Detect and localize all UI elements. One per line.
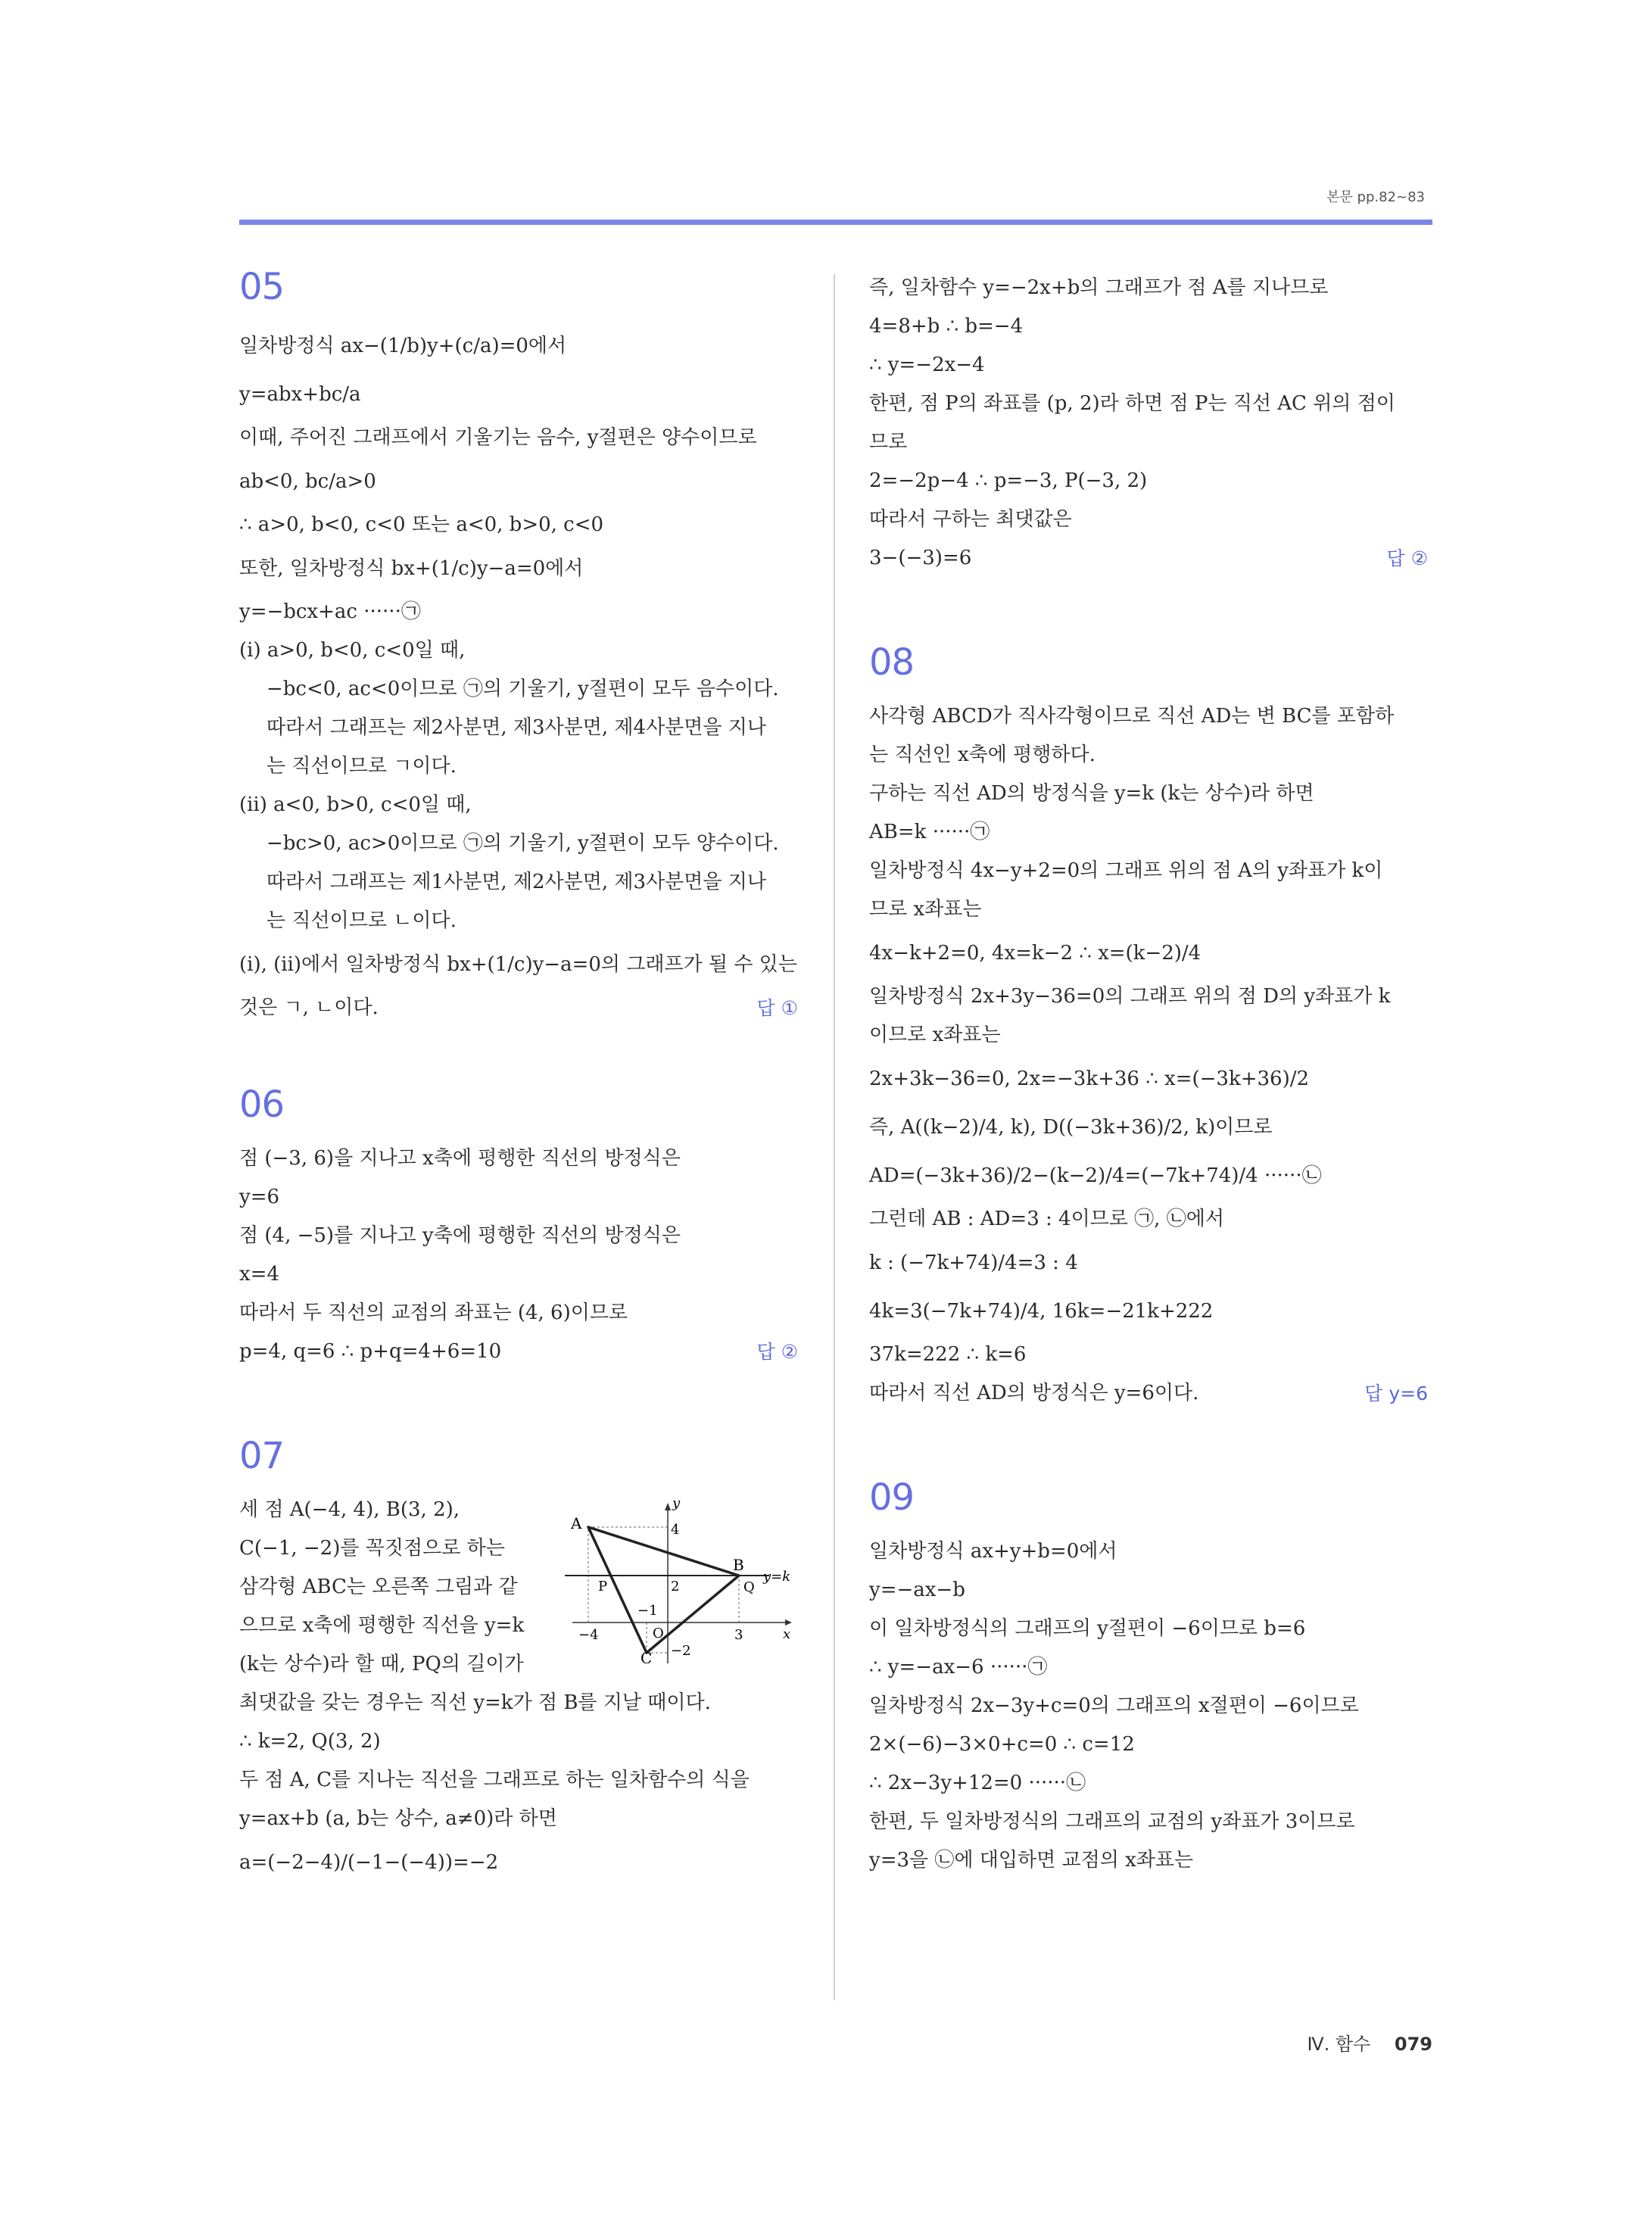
solution-line: 37k=222 ∴ k=6 bbox=[869, 1343, 1027, 1366]
solution-line bbox=[869, 539, 1428, 578]
point-label-p: P bbox=[598, 1579, 608, 1594]
tick-label: 3 bbox=[734, 1627, 743, 1643]
solution-line: 일차방정식 2x−3y+c=0의 그래프의 x절편이 −6이므로 bbox=[869, 1694, 1359, 1717]
answer-label: 답 y=6 bbox=[1364, 1382, 1428, 1404]
header-rule bbox=[239, 220, 1432, 225]
solution-line: 2x+3k−36=0, 2x=−3k+36 ∴ x=(−3k+36)/2 bbox=[869, 1068, 1310, 1090]
solution-line: y=−bcx+ac ······㉠ bbox=[239, 600, 421, 623]
solution-line: ∴ a>0, b<0, c<0 또는 a<0, b>0, c<0 bbox=[239, 513, 604, 536]
solution-line: y=3을 ㉡에 대입하면 교점의 x좌표는 bbox=[869, 1849, 1194, 1872]
answer-label: 답 ② bbox=[756, 1341, 798, 1363]
solution-text: p=4, q=6 ∴ p+q=4+6=10 bbox=[239, 1340, 502, 1363]
solution-line: k : (−7k+74)/4=3 : 4 bbox=[869, 1252, 1078, 1274]
solution-line: 점 (4, −5)를 지나고 y축에 평행한 직선의 방정식은 bbox=[239, 1224, 681, 1247]
solution-line: 이때, 주어진 그래프에서 기울기는 음수, y절편은 양수이므로 bbox=[239, 426, 757, 449]
right-column bbox=[869, 269, 1428, 1880]
solution-line: 따라서 그래프는 제2사분면, 제3사분면, 제4사분면을 지나 bbox=[267, 716, 767, 739]
left-column bbox=[239, 266, 798, 1887]
tick-label: −2 bbox=[671, 1643, 691, 1659]
axis-label-x: x bbox=[783, 1626, 791, 1642]
solution-line: ∴ k=2, Q(3, 2) bbox=[239, 1730, 381, 1753]
solution-line: AD=(−3k+36)/2−(k−2)/4=(−7k+74)/4 ······㉡ bbox=[869, 1164, 1322, 1187]
vertex-label-b: B bbox=[733, 1556, 744, 1574]
solution-line: ∴ y=−ax−6 ······㉠ bbox=[869, 1656, 1048, 1679]
solution-text: 것은 ㄱ, ㄴ이다. bbox=[239, 996, 379, 1019]
solution-line: ∴ 2x−3y+12=0 ······㉡ bbox=[869, 1772, 1086, 1794]
solution-line: 므로 x좌표는 bbox=[869, 898, 982, 921]
tick-label: −1 bbox=[637, 1603, 658, 1619]
solution-line: x=4 bbox=[239, 1263, 279, 1286]
solution-line: 세 점 A(−4, 4), B(3, 2), bbox=[239, 1498, 460, 1521]
solution-line: 즉, A((k−2)/4, k), D((−3k+36)/2, k)이므로 bbox=[869, 1116, 1273, 1139]
solution-line: 는 직선이므로 ㄴ이다. bbox=[267, 909, 457, 932]
solution-line: −bc>0, ac>0이므로 ㉠의 기울기, y절편이 모두 양수이다. bbox=[267, 832, 779, 855]
page-number: 079 bbox=[1394, 2034, 1432, 2055]
solution-line: AB=k ······㉠ bbox=[869, 821, 990, 843]
axis-label-y: y bbox=[672, 1495, 681, 1511]
solution-line: 따라서 그래프는 제1사분면, 제2사분면, 제3사분면을 지나 bbox=[267, 871, 767, 893]
point-label-q: Q bbox=[743, 1579, 755, 1595]
solution-line: 그런데 AB : AD=3 : 4이므로 ㉠, ㉡에서 bbox=[869, 1208, 1224, 1230]
solution-line: 2×(−6)−3×0+c=0 ∴ c=12 bbox=[869, 1733, 1135, 1756]
solution-line: 므로 bbox=[869, 431, 908, 454]
tick-label: −4 bbox=[578, 1627, 599, 1643]
solution-line: 일차방정식 4x−y+2=0의 그래프 위의 점 A의 y좌표가 k이 bbox=[869, 859, 1383, 882]
solution-line: 두 점 A, C를 지나는 직선을 그래프로 하는 일차함수의 식을 bbox=[239, 1769, 750, 1791]
solution-line: 한편, 점 P의 좌표를 (p, 2)라 하면 점 P는 직선 AC 위의 점이 bbox=[869, 392, 1395, 415]
solution-line: 4=8+b ∴ b=−4 bbox=[869, 315, 1024, 338]
solution-text: 따라서 직선 AD의 방정식은 y=6이다. bbox=[869, 1382, 1199, 1404]
solution-line bbox=[239, 1333, 798, 1371]
tick-label: 4 bbox=[671, 1522, 680, 1538]
solution-line: 일차방정식 2x+3y−36=0의 그래프 위의 점 D의 y좌표가 k bbox=[869, 985, 1391, 1008]
solution-line: y=ax+b (a, b는 상수, a≠0)라 하면 bbox=[239, 1807, 557, 1830]
solution-line: 사각형 ABCD가 직사각형이므로 직선 AD는 변 BC를 포함하 bbox=[869, 705, 1395, 728]
vertex-label-a: A bbox=[571, 1514, 582, 1532]
solution-line: a=(−2−4)/(−1−(−4))=−2 bbox=[239, 1851, 499, 1874]
column-divider bbox=[834, 274, 835, 2000]
solution-line bbox=[239, 989, 798, 1027]
solution-line: 최댓값을 갖는 경우는 직선 y=k가 점 B를 지날 때이다. bbox=[239, 1691, 711, 1714]
problem-number: 09 bbox=[869, 1476, 915, 1519]
solution-line: 4x−k+2=0, 4x=k−2 ∴ x=(k−2)/4 bbox=[869, 942, 1202, 965]
solution-line: C(−1, −2)를 꼭짓점으로 하는 bbox=[239, 1537, 505, 1560]
problem-07 bbox=[239, 1435, 798, 1887]
page-footer bbox=[1307, 2029, 1432, 2056]
solution-line: 이므로 x좌표는 bbox=[869, 1024, 1001, 1046]
solution-line: y=abx+bc/a bbox=[239, 383, 361, 406]
solution-line: (ⅰ), (ⅱ)에서 일차방정식 bx+(1/c)y−a=0의 그래프가 될 수 있는 bbox=[239, 953, 798, 976]
solution-text: 3−(−3)=6 bbox=[869, 547, 972, 569]
problem-06 bbox=[239, 1083, 798, 1371]
solution-line: 삼각형 ABC는 오른쪽 그림과 같 bbox=[239, 1576, 518, 1598]
answer-label: 답 ① bbox=[756, 997, 798, 1019]
problem-number: 07 bbox=[239, 1435, 285, 1477]
vertex-label-c: C bbox=[641, 1649, 653, 1663]
solution-line: ∴ y=−2x−4 bbox=[869, 354, 985, 376]
line-label: y=k bbox=[763, 1569, 791, 1585]
solution-line: 일차방정식 ax−(1/b)y+(c/a)=0에서 bbox=[239, 335, 567, 357]
solution-line: 4k=3(−7k+74)/4, 16k=−21k+222 bbox=[869, 1300, 1214, 1323]
solution-line: ab<0, bc/a>0 bbox=[239, 470, 376, 493]
problem-09 bbox=[869, 1476, 1428, 1880]
solution-line: 는 직선이므로 ㄱ이다. bbox=[267, 755, 457, 778]
solution-line: y=−ax−b bbox=[869, 1579, 965, 1601]
solution-line: 구하는 직선 AD의 방정식을 y=k (k는 상수)라 하면 bbox=[869, 782, 1314, 805]
solution-line: −bc<0, ac<0이므로 ㉠의 기울기, y절편이 모두 음수이다. bbox=[267, 678, 779, 700]
solution-line: 한편, 두 일차방정식의 그래프의 교점의 y좌표가 3이므로 bbox=[869, 1810, 1355, 1833]
solution-line: 일차방정식 ax+y+b=0에서 bbox=[869, 1540, 1117, 1563]
problem-number: 08 bbox=[869, 641, 915, 684]
section-label: Ⅳ. 함수 bbox=[1307, 2034, 1371, 2055]
solution-line: (k는 상수)라 할 때, PQ의 길이가 bbox=[239, 1653, 524, 1675]
solution-line: 점 (−3, 6)을 지나고 x축에 평행한 직선의 방정식은 bbox=[239, 1147, 681, 1170]
problem-07-continued bbox=[869, 269, 1428, 578]
answer-label: 답 ② bbox=[1386, 547, 1428, 569]
tick-label: 2 bbox=[671, 1579, 680, 1594]
problem-05 bbox=[239, 266, 798, 1027]
solution-line: y=6 bbox=[239, 1186, 280, 1208]
solution-line: 는 직선인 x축에 평행하다. bbox=[869, 743, 1096, 766]
solution-line: 이 일차방정식의 그래프의 y절편이 −6이므로 b=6 bbox=[869, 1617, 1306, 1640]
solution-line: 또한, 일차방정식 bx+(1/c)y−a=0에서 bbox=[239, 557, 584, 580]
solution-line bbox=[869, 1374, 1428, 1413]
problem-number: 05 bbox=[239, 266, 285, 308]
problem-number: 06 bbox=[239, 1083, 285, 1126]
solution-line: 으므로 x축에 평행한 직선을 y=k bbox=[239, 1614, 525, 1637]
solution-line: 2=−2p−4 ∴ p=−3, P(−3, 2) bbox=[869, 469, 1148, 492]
case-heading: (ⅱ) a<0, b>0, c<0일 때, bbox=[239, 793, 472, 816]
case-heading: (ⅰ) a>0, b<0, c<0일 때, bbox=[239, 639, 466, 662]
solution-line: 따라서 두 직선의 교점의 좌표는 (4, 6)이므로 bbox=[239, 1301, 628, 1324]
problem-08 bbox=[869, 641, 1428, 1413]
solution-line: 즉, 일차함수 y=−2x+b의 그래프가 점 A를 지나므로 bbox=[869, 276, 1329, 299]
page-reference: 본문 pp.82~83 bbox=[1326, 189, 1425, 205]
origin-label: O bbox=[653, 1626, 664, 1641]
solution-line: 따라서 구하는 최댓값은 bbox=[869, 508, 1072, 531]
